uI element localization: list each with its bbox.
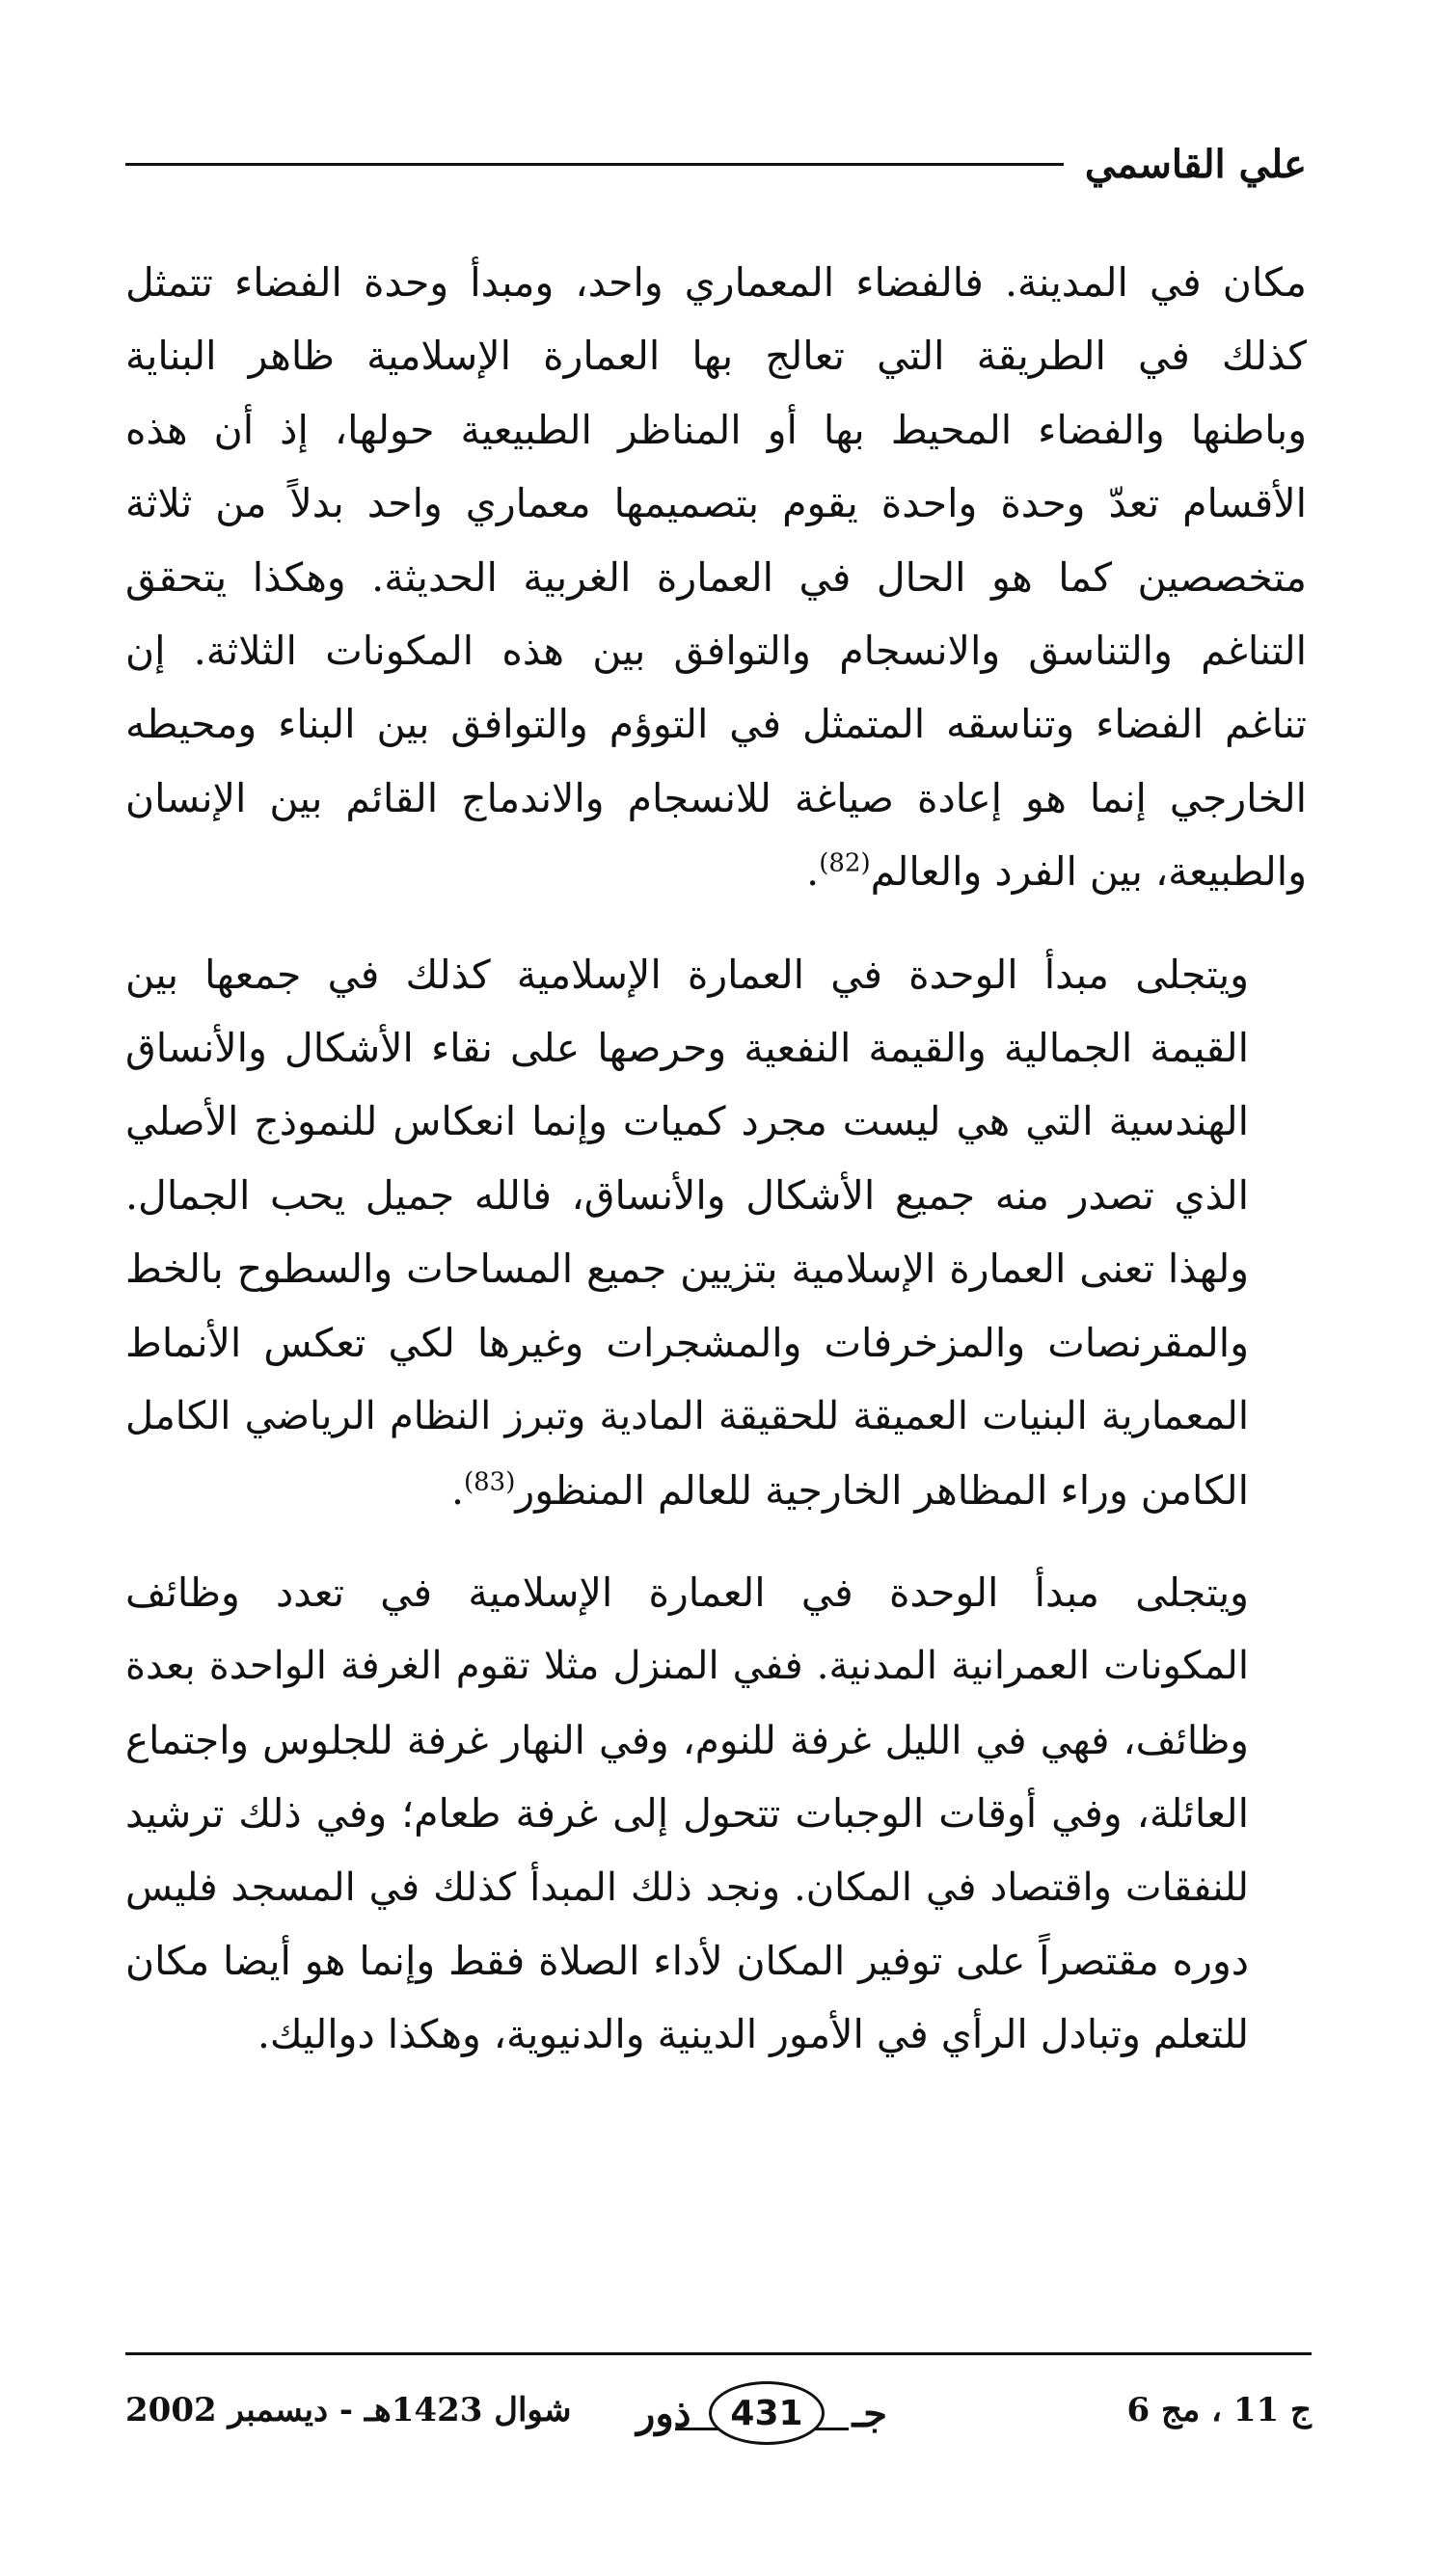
text-line: متخصصين كما هو الحال في العمارة الغربية الحديثة. وهكذا يتحقق xyxy=(125,553,1307,601)
text-line: المعمارية البنيات العميقة للحقيقة المادية وتبرز النظام الرياضي الكامل xyxy=(125,1394,1249,1439)
footnote-ref-83: (83) xyxy=(463,1466,516,1496)
text-line-last: والطبيعة، بين الفرد والعالم$^{(82)}$. xyxy=(806,848,1307,896)
text-line-last: للتعلم وتبادل الرأي في الأمور الدينية والدنيوية، وهكذا دواليك. xyxy=(257,2011,1249,2058)
text-line: مكان في المدينة. فالفضاء المعماري واحد، ومبدأ وحدة الفضاء تتمثل xyxy=(125,259,1307,306)
text-line: والمقرنصات والمزخرفات والمشجرات وغيرها لكي تعكس الأنماط xyxy=(125,1319,1249,1366)
article-body xyxy=(125,246,1307,2101)
issue-volume: ج 11 ، مج 6 xyxy=(1126,2391,1312,2429)
paragraph-3 xyxy=(125,1556,1307,2072)
text-line: وباطنها والفضاء المحيط بها أو المناظر الطبيعية حولها، إذ أن هذه xyxy=(125,406,1307,453)
text-line: المكونات العمرانية المدنية. ففي المنزل مثلا تقوم الغرفة الواحدة بعدة xyxy=(125,1644,1249,1689)
text-line: القيمة الجمالية والقيمة النفعية وحرصها على نقاء الأشكال والأنساق xyxy=(125,1025,1249,1072)
paragraph-2 xyxy=(125,938,1307,1527)
text-line: وظائف، فهي في الليل غرفة للنوم، وفي النهار غرفة للجلوس واجتماع xyxy=(125,1716,1249,1763)
footnote-ref-82: (82) xyxy=(819,848,871,878)
text-line: الهندسية التي هي ليست مجرد كميات وإنما انعكاس للنموذج الأصلي xyxy=(125,1098,1249,1145)
issue-date: شوال 1423هـ - ديسمبر 2002 xyxy=(125,2391,572,2429)
page-number: 431 xyxy=(709,2381,825,2445)
text-line-content: الكامن وراء المظاهر الخارجية للعالم المنظور xyxy=(515,1466,1249,1514)
author-name: علي القاسمي xyxy=(1084,141,1307,187)
text-line: الأقسام تعدّ وحدة واحدة يقوم بتصميمها معماري واحد بدلاً من ثلاثة xyxy=(125,480,1307,527)
header-rule xyxy=(125,163,1064,166)
paragraph-1 xyxy=(125,246,1307,909)
text-line: ويتجلى مبدأ الوحدة في العمارة الإسلامية كذلك في جمعها بين xyxy=(125,951,1249,998)
text-line-content: والطبيعة، بين الفرد والعالم xyxy=(870,848,1307,896)
text-line: للنفقات واقتصاد في المكان. ونجد ذلك المبدأ كذلك في المسجد فليس xyxy=(125,1865,1249,1910)
footer-rule xyxy=(125,2352,1312,2355)
text-line: ويتجلى مبدأ الوحدة في العمارة الإسلامية في تعدد وظائف xyxy=(125,1569,1249,1616)
text-line: كذلك في الطريقة التي تعالج بها العمارة الإسلامية ظاهر البناية xyxy=(125,333,1307,380)
text-line: دوره مقتصراً على توفير المكان لأداء الصلاة فقط وإنما هو أيضا مكان xyxy=(125,1937,1249,1984)
page-footer xyxy=(125,2372,1312,2458)
running-header xyxy=(125,135,1307,193)
text-line: تناغم الفضاء وتناسقه المتمثل في التوؤم والتوافق بين البناء ومحيطه xyxy=(125,701,1307,748)
journal-name-right: جـ xyxy=(852,2391,887,2436)
text-line: العائلة، وفي أوقات الوجبات تتحول إلى غرفة طعام؛ وفي ذلك ترشيد xyxy=(125,1790,1249,1838)
text-line: الذي تصدر منه جميع الأشكال والأنساق، فالله جميل يحب الجمال. xyxy=(125,1171,1249,1219)
text-line-last: الكامن وراء المظاهر الخارجية للعالم المنظور$^{(83)}$. xyxy=(450,1466,1249,1514)
text-line: ولهذا تعنى العمارة الإسلامية بتزيين جميع المساحات والسطوح بالخط xyxy=(125,1246,1249,1293)
journal-name-left: ذور xyxy=(636,2391,691,2436)
journal-logo xyxy=(636,2381,887,2449)
text-line: التناغم والتناسق والانسجام والتوافق بين هذه المكونات الثلاثة. إن xyxy=(125,628,1307,675)
text-line: الخارجي إنما هو إعادة صياغة للانسجام والاندماج القائم بين الإنسان xyxy=(125,774,1307,821)
